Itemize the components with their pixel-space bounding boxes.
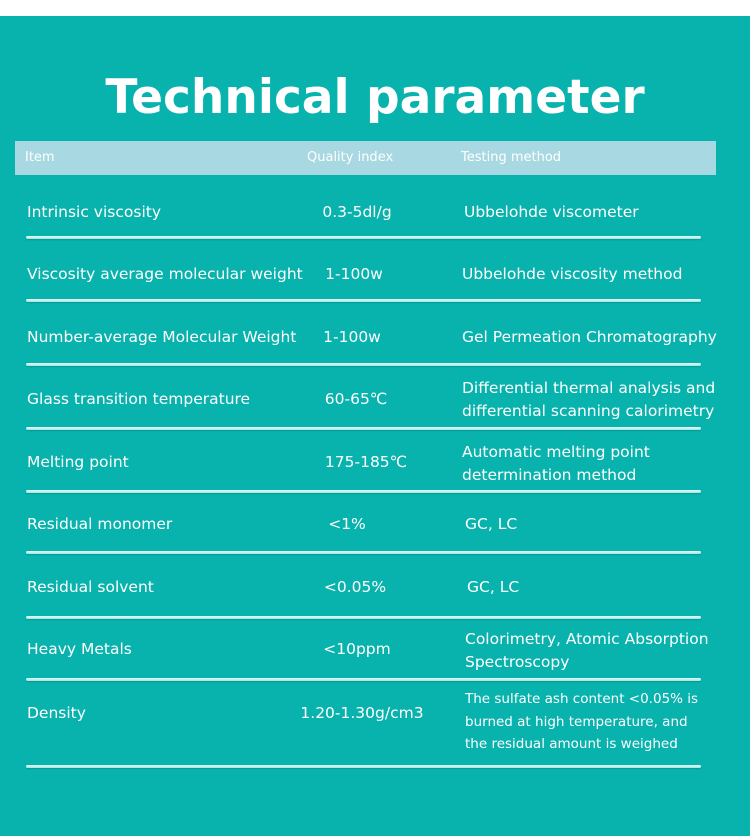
row-method: GC, LC (465, 515, 518, 533)
row-divider (26, 363, 701, 366)
row-divider (26, 678, 701, 681)
row-method: Differential thermal analysis and differential scanning calorimetry (462, 379, 716, 420)
row-quality: 0.3-5dl/g (322, 203, 392, 221)
page-title: Technical parameter (105, 70, 645, 125)
row-method: Ubbelohde viscometer (464, 203, 639, 221)
row-method: Colorimetry, Atomic Absorption Spectroscopy (465, 630, 709, 671)
row-item: Intrinsic viscosity (27, 203, 161, 221)
row-method: Gel Permeation Chromatography (462, 328, 717, 346)
row-quality: <1% (328, 515, 366, 533)
row-divider (26, 616, 701, 619)
row-item: Glass transition temperature (27, 390, 251, 408)
row-method: The sulfate ash content <0.05% is burned at high temperature, and the residual amount is weighed (465, 691, 699, 752)
row-quality: 175-185℃ (324, 453, 408, 471)
row-item: Density (27, 704, 86, 722)
row-item: Number-average Molecular Weight (27, 328, 297, 346)
header-testing-method: Testing method (461, 150, 562, 165)
row-quality: 1-100w (323, 328, 381, 346)
header-quality-index: Quality index (307, 150, 394, 165)
row-item: Melting point (27, 453, 129, 471)
row-item: Viscosity average molecular weight (27, 265, 303, 283)
row-divider (26, 490, 701, 493)
row-divider (26, 236, 701, 239)
row-item: Residual monomer (27, 515, 173, 533)
row-item: Residual solvent (27, 578, 154, 596)
row-quality: 60-65℃ (324, 390, 388, 408)
header-item: Item (25, 150, 55, 165)
row-quality: 1.20-1.30g/cm3 (300, 704, 424, 722)
row-method: Automatic melting point determination method (462, 443, 650, 484)
spec-panel (0, 16, 750, 836)
row-method: GC, LC (467, 578, 520, 596)
row-divider (26, 765, 701, 768)
row-divider (26, 427, 701, 430)
row-quality: <0.05% (323, 578, 387, 596)
table-header (15, 141, 716, 175)
row-divider (26, 299, 701, 302)
row-quality: <10ppm (323, 640, 391, 658)
row-divider (26, 551, 701, 554)
row-quality: 1-100w (325, 265, 383, 283)
row-method: Ubbelohde viscosity method (462, 265, 683, 283)
row-item: Heavy Metals (27, 640, 132, 658)
